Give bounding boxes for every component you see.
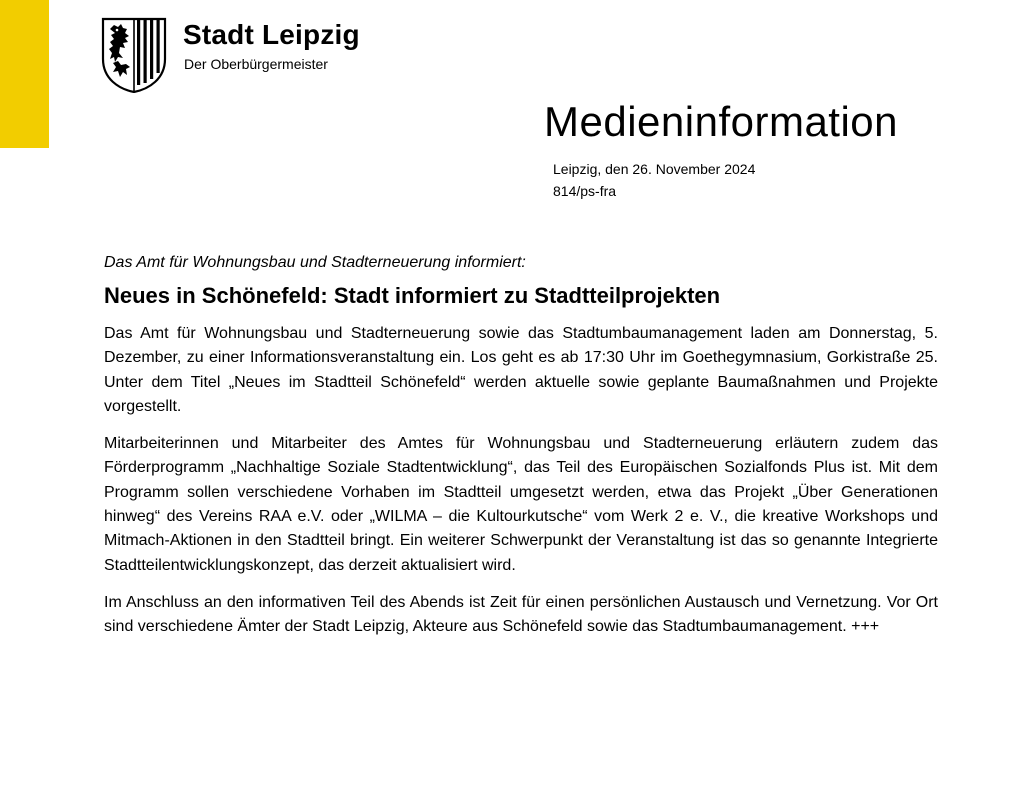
article xyxy=(104,252,938,653)
document-meta xyxy=(553,158,755,202)
organization-subtitle: Der Oberbürgermeister xyxy=(184,56,328,72)
brand-color-bar xyxy=(0,0,49,148)
document-type-title: Medieninformation xyxy=(544,98,899,145)
date-line: Leipzig, den 26. November 2024 xyxy=(553,161,756,177)
article-paragraph-3: Im Anschluss an den informativen Teil des Abends ist Zeit für einen persönlichen Austausch und Vernetzung. Vor Ort sind verschiedene Ämter der Stadt Leipzig, Akteure aus Schönefeld sowie das Stadtumbaumanagement. +++ xyxy=(104,593,938,636)
article-paragraph-2: Mitarbeiterinnen und Mitarbeiter des Amtes für Wohnungsbau und Stadterneuerung erläutern zudem das Förderprogramm „Nachhaltige Soziale Stadtentwicklung“, das Teil des Europäischen Sozialfonds Plus ist. Mit dem Programm sollen verschiedene Vorhaben im Stadtteil umgesetzt werden, etwa das Projekt „Über Generationen hinweg“ des Vereins RAA e.V. oder „WILMA – die Kultourkutsche“ vom Werk 2 e. V., die kreative Workshops und Mitmach-Aktionen in den Stadtteil bringt. Ein weiterer Schwerpunkt der Veranstaltung ist das so genannte Integrierte Stadtteilentwicklungskonzept, das derzeit aktualisiert wird. xyxy=(104,435,938,574)
organization-name: Stadt Leipzig xyxy=(183,19,360,50)
reference-number: 814/ps-fra xyxy=(553,183,617,199)
article-paragraph-1: Das Amt für Wohnungsbau und Stadterneuerung sowie das Stadtumbaumanagement laden am Donnerstag, 5. Dezember, zu einer Informationsveranstaltung ein. Los geht es ab 17:30 Uhr im Goethegymnasium, Gorkistraße 25. Unter dem Titel „Neues im Stadtteil Schönefeld“ werden aktuelle sowie geplante Baumaßnahmen und Projekte vorgestellt. xyxy=(104,325,938,415)
article-kicker: Das Amt für Wohnungsbau und Stadterneuerung informiert: xyxy=(104,254,526,271)
leipzig-coat-of-arms-icon xyxy=(101,17,167,93)
article-headline: Neues in Schönefeld: Stadt informiert zu Stadtteilprojekten xyxy=(104,283,721,308)
